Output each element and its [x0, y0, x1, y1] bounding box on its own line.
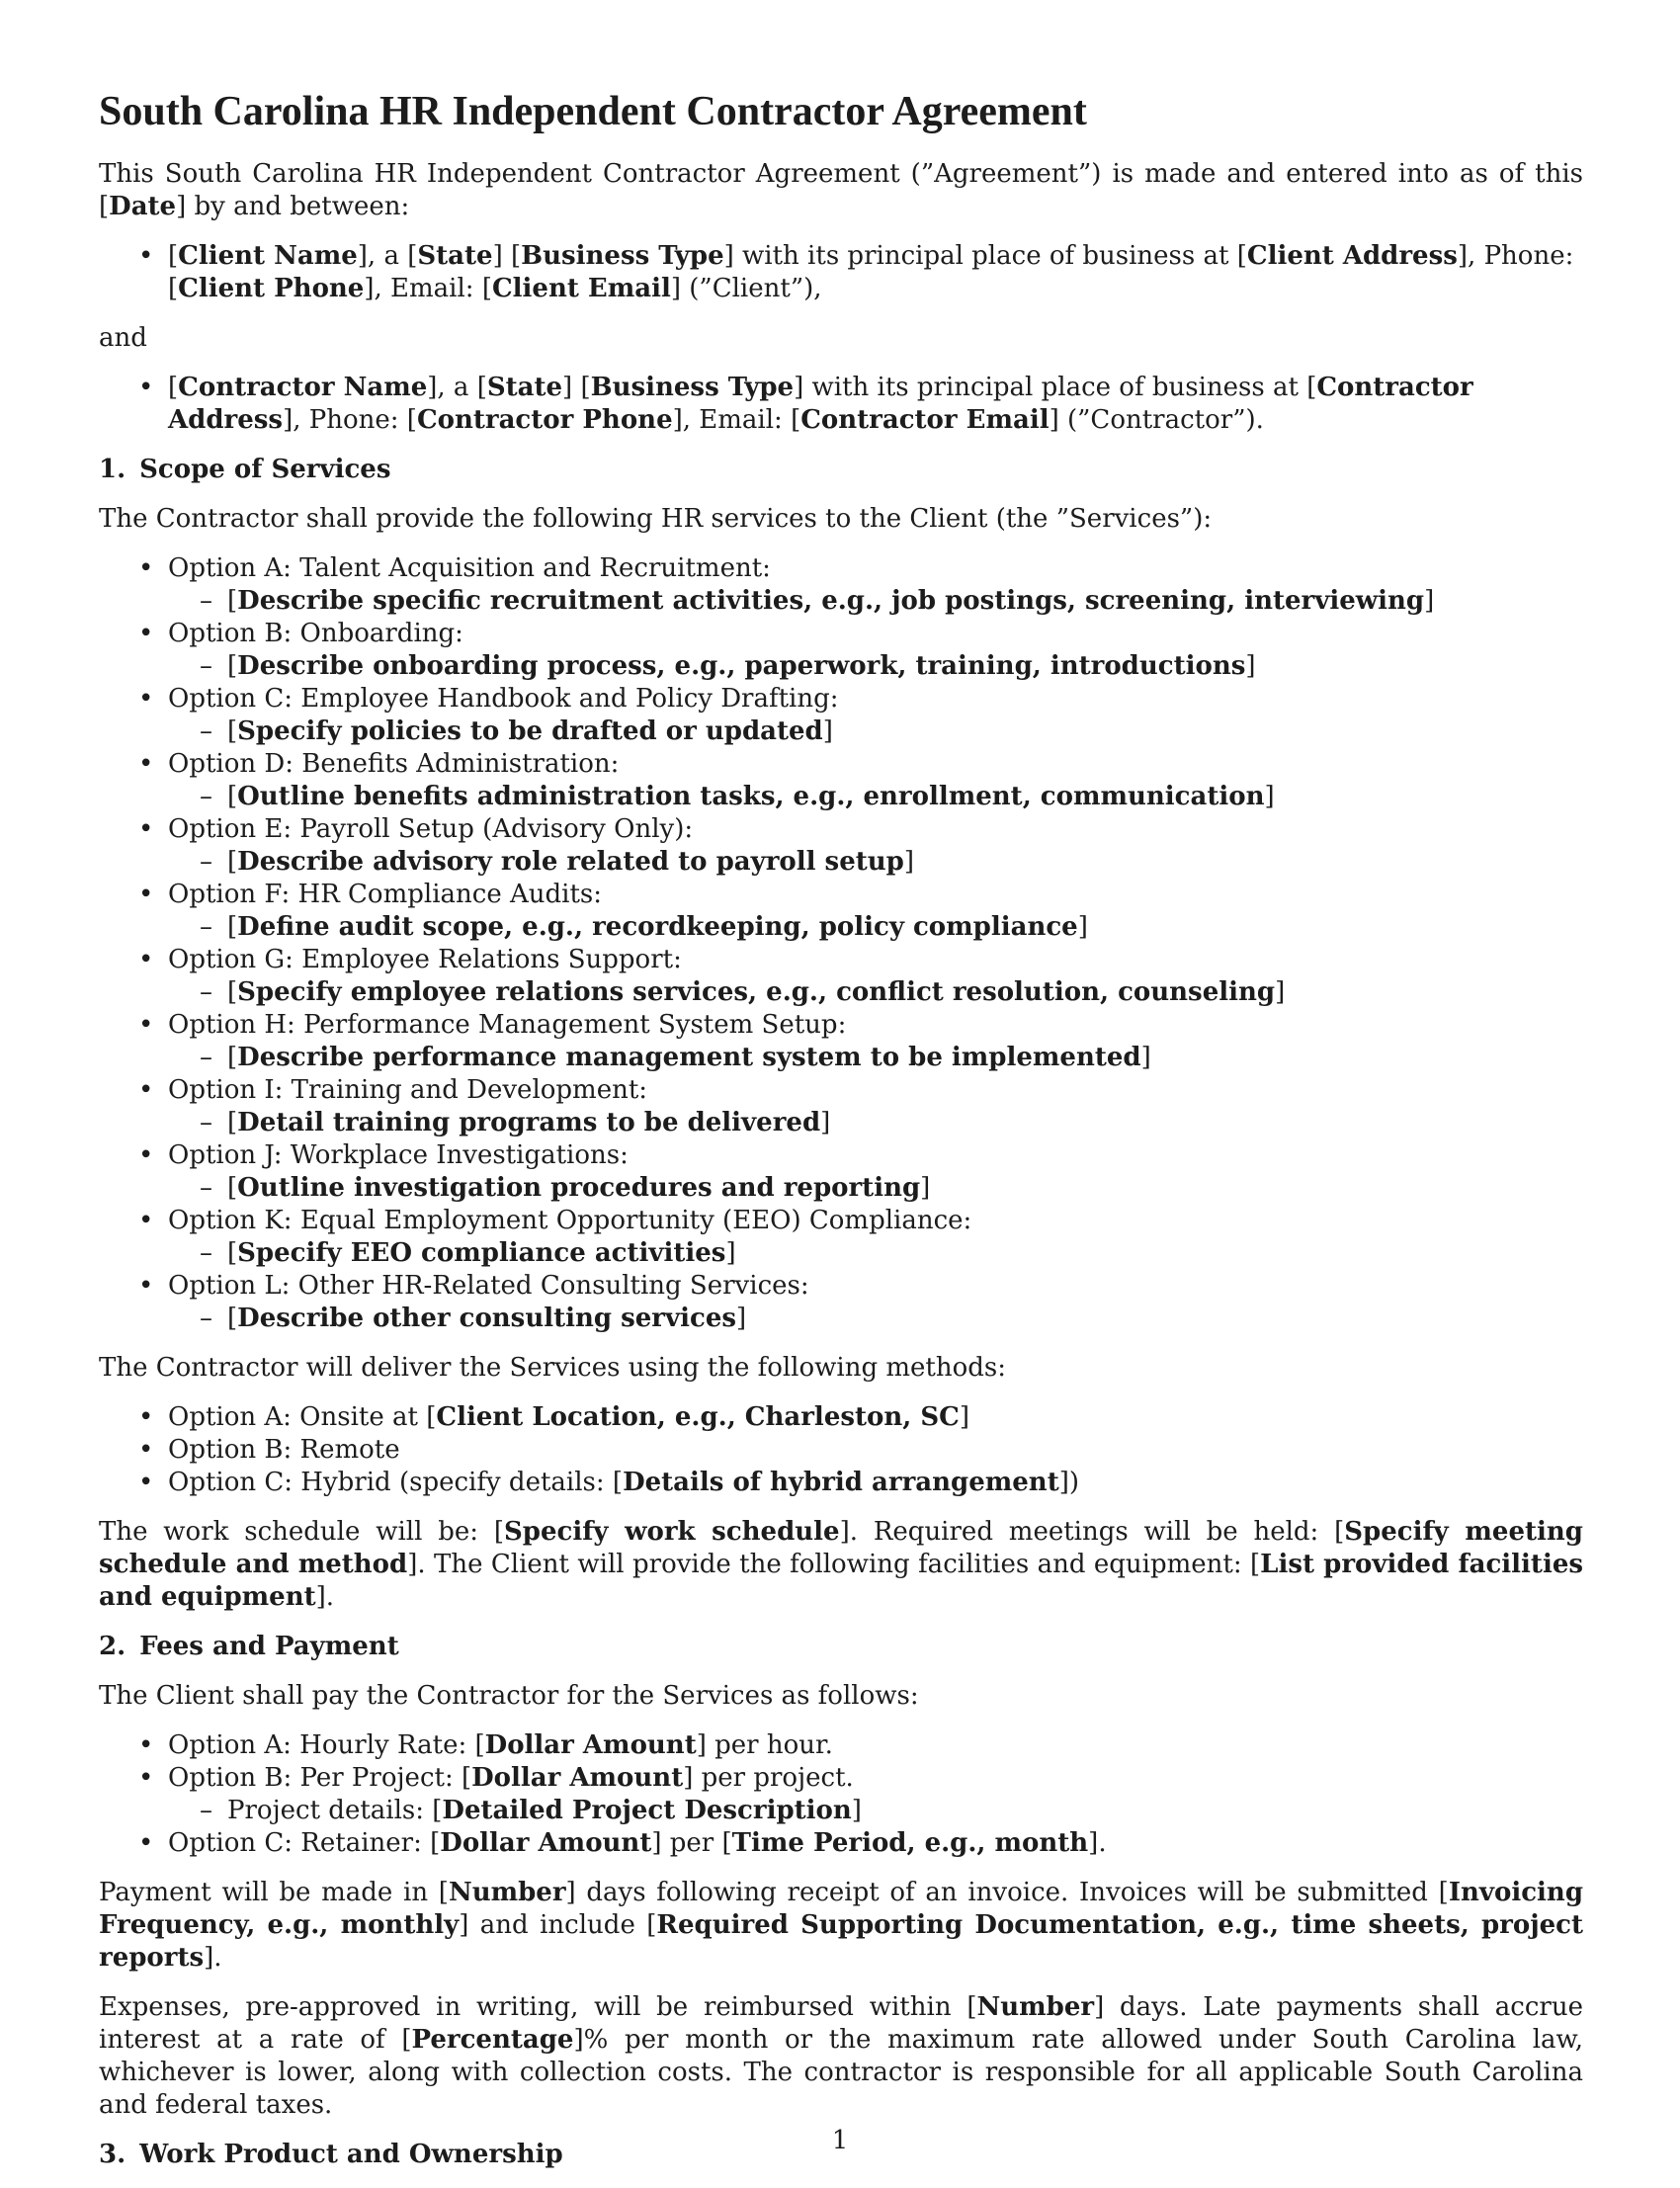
fee-option-retainer: • Option C: Retainer: [Dollar Amount] per [Time Period, e.g., month]. [99, 1827, 1583, 1860]
service-option: • Option H: Performance Management System Setup: – [Describe performance management system to be implemented] [99, 1009, 1583, 1074]
service-option: • Option L: Other HR-Related Consulting Services: – [Describe other consulting services] [99, 1270, 1583, 1335]
method-remote: • Option B: Remote [99, 1434, 1583, 1467]
contractor-email-field: Contractor Email [800, 405, 1050, 435]
service-option-detail: – [Define audit scope, e.g., recordkeeping, policy compliance] [168, 911, 1583, 944]
service-option: • Option D: Benefits Administration: – [Outline benefits administration tasks, e.g., enrollment, communication] [99, 748, 1583, 813]
methods-intro: The Contractor will deliver the Services using the following methods: [99, 1353, 1007, 1383]
service-option: • Option J: Workplace Investigations: – [Outline investigation procedures and reporting] [99, 1139, 1583, 1205]
scope-intro: The Contractor shall provide the following HR services to the Client (the ”Services”): [99, 504, 1213, 534]
service-option-detail: – [Describe performance management system to be implemented] [168, 1042, 1583, 1074]
fee-option-hourly: • Option A: Hourly Rate: [Dollar Amount] per hour. [99, 1729, 1583, 1762]
and-text: and [99, 323, 147, 353]
service-option-detail: – [Describe onboarding process, e.g., paperwork, training, introductions] [168, 650, 1583, 683]
service-option: • Option I: Training and Development: – [Detail training programs to be delivered] [99, 1074, 1583, 1139]
section-heading-scope: 1. Scope of Services [99, 455, 391, 484]
service-option-detail: – [Specify employee relations services, e.g., conflict resolution, counseling] [168, 976, 1583, 1009]
service-option-detail: – [Describe specific recruitment activities, e.g., job postings, screening, interviewing] [168, 585, 1583, 618]
contractor-address-field: Contractor Address [168, 373, 1473, 435]
fee-option-project: • Option B: Per Project: [Dollar Amount] per project. – Project details: [Detailed Project Description] [99, 1762, 1583, 1827]
section-heading-fees: 2. Fees and Payment [99, 1632, 399, 1661]
contractor-party-list [99, 372, 1583, 437]
client-email-field: Client Email [491, 274, 671, 303]
service-options-list [99, 552, 1583, 1335]
service-option-detail: – [Specify policies to be drafted or updated] [168, 715, 1583, 748]
service-option-detail: – [Outline investigation procedures and reporting] [168, 1172, 1583, 1205]
service-option: • Option B: Onboarding: – [Describe onboarding process, e.g., paperwork, training, introductions] [99, 618, 1583, 683]
method-onsite: • Option A: Onsite at [Client Location, e.g., Charleston, SC] [99, 1401, 1583, 1434]
client-party: • [Client Name], a [State] [Business Type] with its principal place of business at [Client Address], Phone: [Client Phone], Email: [Client Email] (”Client”), [99, 240, 1583, 305]
document-body [99, 87, 1583, 2188]
service-option-detail: – [Specify EEO compliance activities] [168, 1237, 1583, 1270]
schedule-paragraph: The work schedule will be: [Specify work schedule]. Required meetings will be held: [Specify meeting schedule and method]. The Client will provide the following facilities and equipment: [List provided facilities and equipment]. [99, 1517, 1584, 1612]
contractor-phone-field: Contractor Phone [416, 405, 673, 435]
client-party-list [99, 240, 1583, 305]
service-option-detail: – [Outline benefits administration tasks, e.g., enrollment, communication] [168, 781, 1583, 813]
service-option: • Option A: Talent Acquisition and Recruitment: – [Describe specific recruitment activities, e.g., job postings, screening, interviewing] [99, 552, 1583, 618]
service-option-detail: – [Describe advisory role related to payroll setup] [168, 846, 1583, 879]
service-option: • Option E: Payroll Setup (Advisory Only): – [Describe advisory role related to payroll setup] [99, 813, 1583, 879]
payment-terms-paragraph: Payment will be made in [Number] days following receipt of an invoice. Invoices will be submitted [Invoicing Frequency, e.g., monthly] and include [Required Supporting Documentation, e.g., time sheets, project reports]. [99, 1878, 1584, 1973]
service-option: • Option C: Employee Handbook and Policy Drafting: – [Specify policies to be drafted or updated] [99, 683, 1583, 748]
service-option-detail: – [Describe other consulting services] [168, 1303, 1583, 1335]
intro-paragraph: This South Carolina HR Independent Contractor Agreement (”Agreement”) is made and entered into as of this [Date] by and between: [99, 159, 1583, 221]
project-details: – Project details: [Detailed Project Description] [168, 1795, 1583, 1827]
service-option: • Option F: HR Compliance Audits: – [Define audit scope, e.g., recordkeeping, policy compliance] [99, 879, 1583, 944]
contractor-name-field: Contractor Name [178, 373, 428, 402]
date-field: Date [109, 192, 177, 221]
section-heading-work-product: 3. Work Product and Ownership [99, 2140, 563, 2169]
client-phone-field: Client Phone [178, 274, 365, 303]
fee-options-list [99, 1729, 1583, 1860]
service-option: • Option G: Employee Relations Support: – [Specify employee relations services, e.g., conflict resolution, counseling] [99, 944, 1583, 1009]
delivery-methods-list [99, 1401, 1583, 1499]
expenses-paragraph: Expenses, pre-approved in writing, will be reimbursed within [Number] days. Late payments shall accrue interest at a rate of [Percentage]% per month or the maximum rate allowed under South Carolina law, whichever is lower, along with collection costs. The contractor is responsible for all applicable South Carolina and federal taxes. [99, 1992, 1583, 2120]
service-option-detail: – [Detail training programs to be delivered] [168, 1107, 1583, 1139]
method-hybrid: • Option C: Hybrid (specify details: [Details of hybrid arrangement]) [99, 1467, 1583, 1499]
contractor-party: • [Contractor Name], a [State] [Business Type] with its principal place of business at [Contractor Address], Phone: [Contractor Phone], Email: [Contractor Email] (”Contractor”). [99, 372, 1583, 437]
service-option: • Option K: Equal Employment Opportunity (EEO) Compliance: – [Specify EEO compliance activities] [99, 1205, 1583, 1270]
page-number: 1 [831, 2126, 849, 2155]
document-title: South Carolina HR Independent Contractor Agreement [99, 89, 1087, 134]
client-address-field: Client Address [1246, 241, 1458, 271]
client-name-field: Client Name [178, 241, 358, 271]
fees-intro: The Client shall pay the Contractor for the Services as follows: [99, 1681, 919, 1711]
